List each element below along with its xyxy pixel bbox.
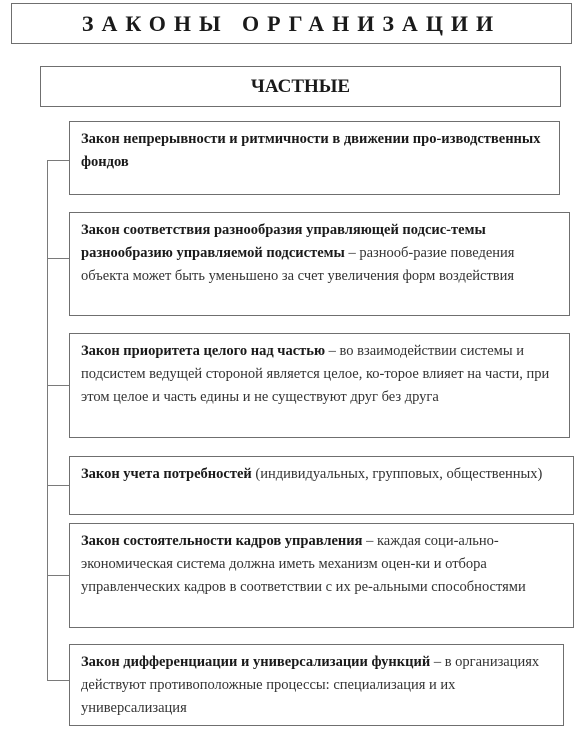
law-box-needs xyxy=(69,456,574,515)
law-box-personnel xyxy=(69,523,574,628)
law-box-diversity xyxy=(69,212,570,316)
law-box-continuity xyxy=(69,121,560,195)
law-name: Закон соответствия разнообразия управляющей подсис-темы разнообразию управляемой подсистемы xyxy=(81,222,486,261)
law-name: Закон непрерывности и ритмичности в движении про-изводственных фондов xyxy=(81,131,541,170)
category-title: ЧАСТНЫЕ xyxy=(40,66,561,107)
law-name: Закон учета потребностей xyxy=(81,466,252,482)
tree-connector-branch-5 xyxy=(47,575,69,576)
tree-connector-branch-2 xyxy=(47,258,69,259)
tree-connector-branch-4 xyxy=(47,485,69,486)
law-description: – в организациях действуют противоположные процессы: специализация и их универсализация xyxy=(81,654,540,716)
law-box-differentiation xyxy=(69,644,564,726)
law-description: – каждая соци-ально-экономическая система должна иметь механизм оцен-ки и отбора управленческих кадров в соответствии с их ре-альными способностями xyxy=(81,533,526,595)
tree-connector-branch-3 xyxy=(47,385,69,386)
law-description: – разнооб-разие поведения объекта может быть уменьшено за счет увеличения форм воздействия xyxy=(81,245,515,284)
tree-connector-branch-6 xyxy=(47,680,69,681)
law-name: Закон дифференциации и универсализации функций xyxy=(81,654,431,670)
law-name: Закон приоритета целого над частью xyxy=(81,343,326,359)
law-name: Закон состоятельности кадров управления xyxy=(81,533,363,549)
tree-connector-vertical xyxy=(47,160,48,680)
law-box-priority xyxy=(69,333,570,438)
law-description: (индивидуальных, групповых, общественных) xyxy=(251,466,543,482)
diagram-title: ЗАКОНЫ ОРГАНИЗАЦИИ xyxy=(11,3,572,44)
tree-connector-branch-1 xyxy=(47,160,69,161)
law-description: – во взаимодействии системы и подсистем ведущей стороной является целое, ко-торое влияет на части, при этом целое и часть едины и не существуют друг без друга xyxy=(81,343,550,405)
